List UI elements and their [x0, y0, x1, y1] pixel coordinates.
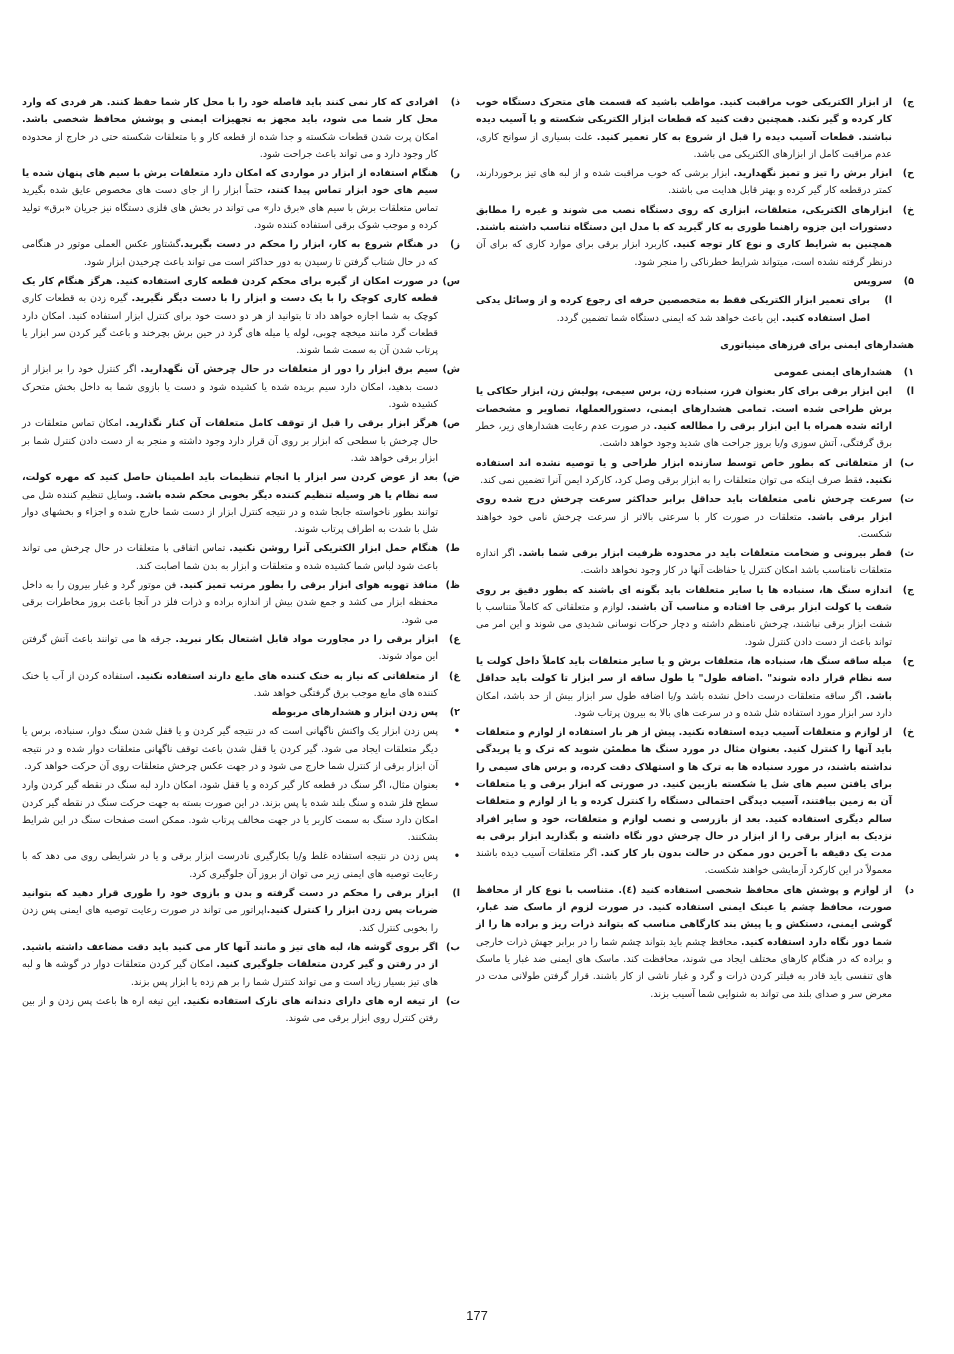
- item-normal-text: ابزار برشی که خوب مراقبت شده و از لبه های تیز برخوردارند، کمتر درقطعه کار گیر کرده و بهتر قابل هدایت می باشند.: [476, 168, 892, 197]
- item-text: [476, 383, 892, 452]
- safety-item: [22, 777, 460, 846]
- item-text: [22, 668, 438, 703]
- item-text: [476, 653, 892, 722]
- section-title: پس زدن ابزار و هشدارهای مربوطه: [271, 707, 438, 719]
- safety-item: [22, 236, 460, 271]
- item-text: [476, 882, 892, 1003]
- item-text: [22, 631, 438, 666]
- item-marker: ظ): [445, 580, 460, 592]
- item-bold-text: از متعلقاتی که نیاز به خنک کننده های مایع دارند استفاده نکنید.: [136, 670, 438, 682]
- item-marker: ت): [445, 995, 460, 1007]
- item-normal-text: امکان پرت شدن قطعات شکسته و جدا شده از قطعه کار و یا متعلقات شکسته حتی در خارج از محدوده کار وجود دارد و می تواند باعث جراحت شود.: [22, 131, 438, 160]
- item-marker: خ): [902, 727, 914, 739]
- item-text: [476, 545, 892, 580]
- item-text: [22, 273, 438, 359]
- item-marker: ا): [906, 386, 914, 398]
- item-text: [22, 469, 438, 538]
- item-text: [476, 202, 892, 271]
- item-normal-text: وسایل تنظیم کننده شل می توانند بطور ناخواسته جابجا شده و در نتیجه کنترل ابزار از دست شما خارج شده و اجزاء و بخشهای دوار شل با شدت به اطراف پرتاب شوند.: [22, 489, 438, 536]
- item-marker: ج): [902, 97, 914, 108]
- item-bold-text: بعد از عوض کردن سر ابزار یا انجام تنظیمات باید اطمینان حاصل کنید که مهره کولت، سه نظام یا هر وسیله تنظیم کننده دیگر بخوبی محکم شده باشد.: [22, 472, 439, 501]
- item-normal-text: لوازم و متعلقاتی که کاملاً متناسب با شفت ابزار برقی نباشند، چرخش نامنظم داشته و دچار حرکات نوسانی شدیدی می شوند و این امر می تواند باعث از دست دادن کنترل شود.: [476, 602, 892, 648]
- item-marker: ش): [442, 364, 460, 376]
- numbered-section-title: [22, 704, 460, 721]
- item-text: [22, 94, 438, 163]
- item-normal-text: فقط صرف اینکه می توان متعلقات را به ابزار برقی وصل کرد، کارکرد ایمن آنرا تضمین نمی کند.: [480, 474, 866, 486]
- item-text: [476, 455, 892, 490]
- item-normal-text: گیره زدن به قطعات کاری کوچک به شما اجازه خواهد داد تا بتوانید از هر دو دست خود برای کنترل ابزار استفاده کنید. امکان دارد قطعات گرد مانند میخچه چوبی، لوله یا میله های گرد در حین برش بچرخند و باعث گیر کردن سر ابزار یا پرتاب شدن آن به سمت شما شوند.: [22, 293, 438, 357]
- item-marker: ح): [902, 655, 914, 667]
- item-text: [22, 577, 438, 629]
- safety-item: [476, 94, 914, 163]
- item-normal-text: این باعث خواهد شد که ایمنی دستگاه شما تضمین گردد.: [556, 312, 782, 324]
- item-marker: ا): [884, 295, 892, 307]
- item-bold-text: از متعلقاتی که بطور خاص توسط سازنده ابزار طراحی و یا توصیه نشده اند استفاده نکنید.: [476, 457, 892, 486]
- item-bold-text: در هنگام شروع به کار، ابزار را محکم در دست بگیرید.: [180, 239, 439, 251]
- item-normal-text: پس زدن ابزار یک واکنش ناگهانی است که در نتیجه گیر کردن و یا قفل شدن سنگ دوار، سنباده، برس یا دیگر متعلقات ایجاد می شود. گیر کردن یا قفل شدن باعث توقف ناگهانی متعلقات دوار شده و در نتیجه آن ابزار برقی از کنترل شما خارج می شود و در جهت عکس چرخش متعلقات روی آن حرکت خواهد کرد.: [22, 726, 438, 772]
- item-bold-text: ابزار برش را تیز و تمیز نگهدارید.: [733, 168, 892, 180]
- item-text: [22, 723, 438, 775]
- item-normal-text: علت بسیاری از سوانح کاری، عدم مراقبت کامل از ابزارهای الکتریکی می باشد.: [476, 131, 892, 160]
- safety-item: [476, 383, 914, 452]
- safety-item: [22, 361, 460, 413]
- section-title: سرویس: [853, 275, 892, 287]
- section-title: هشدارهای ایمنی عمومی: [773, 367, 892, 379]
- item-normal-text: امکان گیر کردن متعلقات دوار در گوشه ها و لبه های تیز بسیار زیاد است و می تواند کنترل شما را بر هم زده یا ابزار پس بزند.: [22, 959, 438, 988]
- item-normal-text: گشتاور عکس العملی موتور در هنگامی که در حال شتاب گرفتن تا رسیدن به دور حداکثر است می تواند باعث چرخیدن ابزار شود.: [22, 239, 438, 268]
- item-text: [476, 292, 870, 327]
- item-normal-text: اگر کنترل خود را بر ابزار از دست بدهید، امکان دارد سیم بریده شده یا کشیده شود و دست یا بازوی شما به داخل بخش متحرک کشیده شود.: [22, 364, 438, 411]
- item-normal-text: در صورت عدم رعایت هشدارهای زیر، خطر برق گرفتگی، آتش سوزی و/یا بروز جراحت های شدید وجود خواهد داشت.: [476, 421, 892, 450]
- item-bold-text: این ابزار برقی برای کار بعنوان فرز، سنباده زن، برس سیمی، پولیش زن، ابزار حکاکی یا برش طراحی شده است. تمامی هشدارهای ایمنی، دستورالعملها، تصاویر و مشخصات ارائه شده همراه با این ابزار برقی را مطالعه کنید.: [476, 386, 892, 433]
- item-text: [22, 939, 438, 991]
- safety-item: [22, 848, 460, 883]
- item-normal-text: کاربرد ابزار برقی برای موارد کاری که برای آن درنظر گرفته نشده است، میتواند شرایط خطرناکی را منجر شود.: [476, 239, 892, 268]
- item-bold-text: اگر بروی گوشه ها، لبه های تیز و مانند آنها کار می کنید باید دقت مضاعف داشته باشید. از در رفتن و گیر کردن متعلقات جلوگیری کنید.: [22, 941, 439, 971]
- item-bold-text: از ابزار الکتریکی خوب مراقبت کنید. مواظب باشید که قسمت های متحرک دستگاه خوب کار کرده و گیر نکند. همچنین دقت کنید که قطعات ابزار الکتریکی شکسته و یا آسیب دیده نباشند. قطعات آسیب دیده را قبل از شروع به کار تعمیر کنید.: [476, 97, 892, 143]
- item-bold-text: افرادی که کار نمی کنند باید فاصله خود را با محل کار شما حفظ کنند. هر فردی که وارد محل کار شما می شود، باید مجهز به تجهیزات ایمنی و پوشش محافظ شخصی باشد.: [22, 97, 438, 126]
- right-column: [476, 94, 914, 1005]
- safety-item: [476, 455, 914, 490]
- item-bold-text: از لوازم و پوشش های محافظ شخصی استفاده کنید (٤). متناسب با نوع کار از محافظ صورت، محافظ چشم یا عینک ایمنی استفاده کنید. در صورت لزوم از ماسک ضد غبار، گوشی ایمنی، دستکش و یا پیش بند کارگاهی مناسب که بتواند ذرات ریز و براده ها را از شما دور نگاه دارد استفاده کنید.: [476, 884, 893, 948]
- item-marker: ج): [902, 584, 914, 596]
- item-bold-text: قطر بیرونی و ضخامت متعلقات باید در محدوده ظرفیت ابزار برقی شما باشد.: [518, 548, 892, 560]
- safety-item: [22, 469, 460, 538]
- item-text: [22, 236, 438, 271]
- item-bold-text: اندازه سنگ ها، سنباده ها یا سایر متعلقات باید بگونه ای باشند که بطور دقیق بر روی شفت یا کولت ابزار برقی جا افتاده و مناسب آن باشند.: [476, 584, 892, 614]
- page-number: 177: [466, 1308, 488, 1323]
- item-marker: ح): [902, 168, 914, 180]
- item-bold-text: سیم برق ابزار را دور از متعلقات در حال چرخش آن نگهدارید.: [140, 364, 438, 376]
- item-marker: ر): [450, 168, 460, 180]
- item-text: [22, 415, 438, 467]
- safety-item: [476, 582, 914, 651]
- safety-item: [22, 939, 460, 991]
- item-text: [476, 491, 892, 543]
- safety-item: [22, 165, 460, 234]
- item-text: [22, 885, 438, 937]
- item-normal-text: متعلقات در صورت کار با سرعتی بالاتر از سرعت چرخش نامی خود خواهند شکست.: [476, 511, 892, 540]
- item-marker: س): [442, 275, 460, 287]
- item-normal-text: استفاده کردن از آب یا خنک کننده های مایع موجب برق گرفتگی خواهد شد.: [22, 670, 438, 699]
- item-bold-text: منافذ تهویه هوای ابزار برقی را بطور مرتب تمیز کنید.: [179, 580, 438, 592]
- item-normal-text: فن موتور گرد و غبار بیرون را به داخل محفظه ابزار می کشد و جمع شدن بیش از اندازه براده و ذرات فلز در آنجا باعث بروز مخاطرات برقی می شود.: [22, 580, 438, 626]
- safety-item: [476, 491, 914, 543]
- safety-item: [476, 653, 914, 722]
- item-normal-text: اپراتور می تواند در صورت رعایت توصیه های ایمنی پس زدن را بخوبی کنترل کند.: [22, 905, 438, 934]
- item-normal-text: این تیغه اره ها باعث پس زدن و از بین رفتن کنترل روی ابزار برقی می شوند.: [22, 995, 438, 1025]
- item-normal-text: بعنوان مثال، اگر سنگ در قطعه کار گیر کرده و یا قفل شود، امکان دارد لبه سنگ در نقطه گیر کردن وارد سطح فلز شده و سنگ بلند شده یا پس بزند. در این صورت بسته به جهت حرکت سنگ در نقطه گیر کردن امکان دارد سنگ به سمت کاربر یا در جهت مخالف پرتاب شود. ممکن است صفحات سنگ در این شرایط بشکنند.: [22, 780, 438, 844]
- item-text: [22, 848, 438, 883]
- item-normal-text: پس زدن در نتیجه استفاده غلط و/یا بکارگیری نادرست ابزار برقی و یا در شرایطی روی می دهد که با رعایت توصیه های ایمنی زیر می توان از بروز آن جلوگیری کرد.: [22, 851, 438, 880]
- numbered-section-title: [476, 273, 914, 290]
- safety-item: [22, 415, 460, 467]
- section-heading: هشدارهای ایمنی برای فرزهای مینیاتوری: [720, 339, 914, 351]
- section-number: ۲): [449, 707, 460, 719]
- numbered-section-title: [476, 364, 914, 381]
- safety-item: [22, 94, 460, 163]
- item-marker: ب): [899, 457, 914, 469]
- safety-item: [476, 202, 914, 271]
- item-bold-text: برای تعمیر ابزار الکتریکی فقط به متخصصین حرفه ای رجوع کرده و از وسائل یدکی اصل استفاده کنید.: [476, 295, 870, 324]
- safety-item: [22, 540, 460, 575]
- item-marker: •: [453, 726, 460, 738]
- safety-item: [22, 631, 460, 666]
- item-marker: ت): [899, 494, 914, 506]
- item-marker: غ): [449, 670, 460, 682]
- item-bold-text: هنگام استفاده از ابزار در مواردی که امکان دارد متعلقات برش با سیم های پنهان شده یا سیم های خود ابزار تماس پیدا کنند،: [22, 168, 438, 197]
- item-marker: ط): [445, 543, 460, 555]
- item-bold-text: ابزار برقی را در مجاورت مواد قابل اشتعال بکار نبرید.: [175, 633, 438, 645]
- item-normal-text: تماس اتفاقی با متعلقات در حال چرخش می تواند باعث شود لباس شما کشیده شده و متعلقات و ابزار به بدن شما اصابت کند.: [22, 543, 438, 572]
- safety-item: [22, 993, 460, 1028]
- item-normal-text: محافظ چشم باید بتواند چشم شما را در برابر جهش ذرات خارجی و براده که در هنگام کارهای مختلف ایجاد می شوند، محافظت کند. ماسک های ایمنی ضد غبار یا ماسک های تنفسی باید قادر به فیلتر کردن ذرات و گرد و غبار ناشی از کار باشند. قرار گرفتن طولانی مدت در معرض سر و صدای بلند می تواند به شنوایی شما آسیب بزند.: [476, 936, 892, 1000]
- item-text: [22, 777, 438, 846]
- item-text: [22, 540, 438, 575]
- item-text: [476, 582, 892, 651]
- item-marker: •: [453, 851, 460, 863]
- item-marker: ض): [442, 472, 460, 484]
- item-bold-text: سرعت چرخش نامی متعلقات باید حداقل برابر حداکثر سرعت چرخش درج شده روی ابزار برقی باشد.: [476, 494, 893, 523]
- safety-item: [22, 668, 460, 703]
- item-text: [22, 165, 438, 234]
- item-bold-text: در صورت امکان از گیره برای محکم کردن قطعه کاری استفاده کنید. هرگز هنگام کار یک قطعه کاری کوچک را با یک دست و ابزار را با دست دیگر نگیرید.: [22, 275, 439, 305]
- item-text: [22, 361, 438, 413]
- item-bold-text: از لوازم و متعلقات آسیب دیده استفاده نکنید. پیش از هر بار استفاده از لوازم و متعلقات باید آنها را کنترل کنید. بعنوان مثال در مورد سنگ ها مطمئن شوید که ترک و یا پریدگی نداشته باشند، در مورد سنباده ها به ترک ها و استهلاک دقت کرده، و برس های سیمی را برای یافتن سیم های شل یا شکسته بازبین کنید. در صورتی که ابزار برقی و یا متعلقات آن به زمین بیافتند، آسیب دیدگی احتمالی دستگاه را کنترل کرده و یا از لوازم و متعلقات سالم دیگری استفاده کنید. بعد از بازرسی و نصب لوازم و متعلقات، خود و سایر افراد نزدیک به ابزار برقی را از ابزار در حال چرخش دور نگاه داشته و بگذارید ابزار برقی به مدت یک دقیقه با آخرین دور ممکن در حالت بدون بار کار کند.: [475, 727, 892, 860]
- item-normal-text: جرقه ها می توانند باعث آتش گرفتن این مواد شوند.: [22, 633, 438, 663]
- item-bold-text: هرگز ابزار برقی را قبل از توقف کامل متعلقات آن کنار نگذارید.: [125, 418, 438, 430]
- item-normal-text: اگر ساقه متعلقات درست داخل نشده باشد و/یا اضافه طول سر ابزار بیش از حد باشد، امکان دارد سر ابزار مورد استفاده شل شده و در سرعت های بالا به بیرون پرتاب شود.: [476, 690, 892, 719]
- safety-item: [476, 292, 892, 327]
- item-normal-text: امکان تماس متعلقات در حال چرخش با سطحی که ابزار بر روی آن قرار دارد وجود داشته و منجر به از دست دادن کنترل شما بر ابزار برقی خواهد شد.: [22, 418, 438, 464]
- safety-item: [22, 273, 460, 359]
- safety-item: [476, 724, 914, 880]
- item-normal-text: اگر متعلقات آسیب دیده باشند معمولاً در این کارکرد آزمایشی خواهند شکست.: [476, 848, 892, 877]
- item-bold-text: میله ساقه سنگ ها، سنباده ها، متعلقات برش و یا سایر متعلقات باید کاملاً داخل کولت یا سه نظام قرار داده شوند" .اضافه طول" یا طول ساقه از سر ابزار تا کولت باید حداقل باشد.: [476, 655, 892, 702]
- item-normal-text: اگر اندازه متعلقات نامناسب باشد امکان کنترل یا حفاظت آنها در کار وجود نخواهد داشت.: [476, 548, 892, 577]
- section-number: ۱): [903, 367, 914, 379]
- item-marker: ب): [445, 941, 460, 953]
- safety-item: [476, 545, 914, 580]
- safety-item: [476, 165, 914, 200]
- item-marker: •: [453, 780, 460, 792]
- item-marker: ع): [449, 633, 460, 645]
- item-marker: خ): [902, 204, 914, 216]
- item-bold-text: هنگام حمل ابزار الکتریکی آنرا روشن نکنید.: [229, 543, 438, 555]
- item-marker: د): [904, 884, 914, 896]
- item-marker: ص): [442, 418, 460, 430]
- item-bold-text: ابزار برقی را محکم در دست گرفته و بدن و بازوی خود را طوری قرار دهید که بتوانید ضربات پس زدن ابزار را کنترل کنید.: [22, 888, 438, 917]
- item-text: [476, 165, 892, 200]
- safety-item: [22, 885, 460, 937]
- item-text: [476, 724, 892, 880]
- item-marker: ذ): [450, 97, 460, 108]
- item-marker: ث): [899, 548, 914, 560]
- safety-item: [22, 577, 460, 629]
- safety-item: [476, 882, 914, 1003]
- item-normal-text: حتماً ابزار را از جای دست های مخصوص عایق شده بگیرید تماس متعلقات برش با سیم های «برق دار» می تواند در بخش های فلزی دستگاه نیز جریان «برق» تولید کرده و موجب شوک برقی استفاده کننده شود.: [22, 185, 438, 232]
- item-text: [22, 993, 438, 1028]
- safety-item: [22, 723, 460, 775]
- item-text: [476, 94, 892, 163]
- item-marker: ز): [450, 239, 460, 251]
- item-marker: ا): [452, 888, 460, 900]
- section-number: ۵): [903, 275, 914, 287]
- item-bold-text: از تیغه اره های دارای دندانه های نازک استفاده نکنید.: [183, 995, 438, 1007]
- item-bold-text: ابزارهای الکتریکی، متعلقات، ابزاری که روی دستگاه نصب می شوند و غیره را مطابق دستورات این جزوه راهنما طوری به کار گیرید که با مدل این دستگاه تناسب داشته باشند. همچنین به شرایط کاری و نوع کار توجه کنید.: [476, 204, 892, 251]
- left-column: [22, 94, 460, 1029]
